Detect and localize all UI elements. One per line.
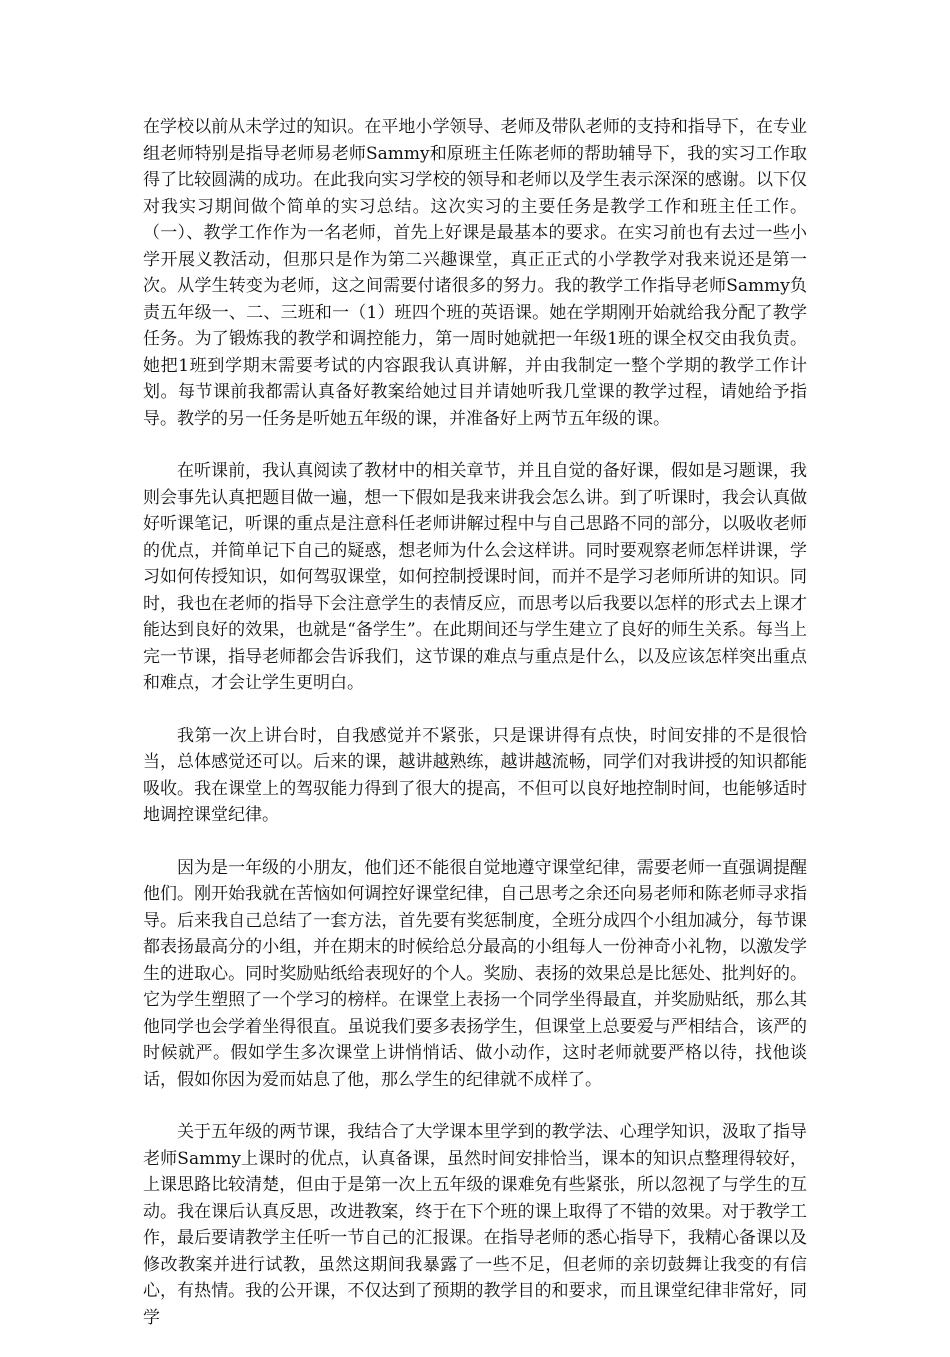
- paragraph-2: 在听课前，我认真阅读了教材中的相关章节，并且自觉的备好课，假如是习题课，我则会事先认真把题目做一遍，想一下假如是我来讲我会怎么讲。到了听课时，我会认真做好听课笔记，听课的重点是注意科任老师讲解过程中与自己思路不同的部分，以吸收老师的优点，并简单记下自己的疑惑，想老师为什么会这样讲。同时要观察老师怎样讲课，学习如何传授知识，如何驾驭课堂，如何控制授课时间，而并不是学习老师所讲的知识。同时，我也在老师的指导下会注意学生的表情反应，而思考以后我要以怎样的形式去上课才能达到良好的效果，也就是“备学生”。在此期间还与学生建立了良好的师生关系。每当上完一节课，指导老师都会告诉我们，这节课的难点与重点是什么，以及应该怎样突出重点和难点，才会让学生更明白。: [143, 461, 807, 693]
- document-body: [143, 114, 807, 1357]
- paragraph-5: 关于五年级的两节课，我结合了大学课本里学到的教学法、心理学知识，汲取了指导老师Sammy上课时的优点，认真备课，虽然时间安排恰当，课本的知识点整理得较好，上课思路比较清楚，但由于是第一次上五年级的课难免有些紧张，所以忽视了与学生的互动。我在课后认真反思，改进教案，终于在下个班的课上取得了不错的效果。对于教学工作，最后要请教学主任听一节自己的汇报课。在指导老师的悉心指导下，我精心备课以及修改教案并进行试教，虽然这期间我暴露了一些不足，但老师的亲切鼓舞让我变的有信心，有热情。我的公开课，不仅达到了预期的教学目的和要求，而且课堂纪律非常好，同学: [143, 1122, 807, 1328]
- paragraph-4: 因为是一年级的小朋友，他们还不能很自觉地遵守课堂纪律，需要老师一直强调提醒他们。刚开始我就在苦恼如何调控好课堂纪律，自己思考之余还向易老师和陈老师寻求指导。后来我自己总结了一套方法，首先要有奖惩制度，全班分成四个小组加减分，每节课都表扬最高分的小组，并在期末的时候给总分最高的小组每人一份神奇小礼物，以激发学生的进取心。同时奖励贴纸给表现好的个人。奖励、表扬的效果总是比惩处、批判好的。它为学生塑照了一个学习的榜样。在课堂上表扬一个同学坐得最直，并奖励贴纸，那么其他同学也会学着坐得很直。虽说我们要多表扬学生，但课堂上总要爱与严相结合，该严的时候就严。假如学生多次课堂上讲悄悄话、做小动作，这时老师就要严格以待，找他谈话，假如你因为爱而姑息了他，那么学生的纪律就不成样了。: [143, 857, 807, 1090]
- paragraph-3: 我第一次上讲台时，自我感觉并不紧张，只是课讲得有点快，时间安排的不是很恰当，总体感觉还可以。后来的课，越讲越熟练，越讲越流畅，同学们对我讲授的知识都能吸收。我在课堂上的驾驭能力得到了很大的提高，不但可以良好地控制时间，也能够适时地调控课堂纪律。: [143, 725, 807, 825]
- paragraph-1: 在学校以前从未学过的知识。在平地小学领导、老师及带队老师的支持和指导下，在专业组老师特别是指导老师易老师Sammy和原班主任陈老师的帮助辅导下，我的实习工作取得了比较圆满的成功。在此我向实习学校的领导和老师以及学生表示深深的感谢。以下仅对我实习期间做个简单的实习总结。这次实习的主要任务是教学工作和班主任工作。（一）、教学工作作为一名老师，首先上好课是最基本的要求。在实习前也有去过一些小学开展义教活动，但那只是作为第二兴趣课堂，真正正式的小学教学对我来说还是第一次。从学生转变为老师，这之间需要付诸很多的努力。我的教学工作指导老师Sammy负责五年级一、二、三班和一（1）班四个班的英语课。她在学期刚开始就给我分配了教学任务。为了锻炼我的教学和调控能力，第一周时她就把一年级1班的课全权交由我负责。她把1班到学期末需要考试的内容跟我认真讲解，并由我制定一整个学期的教学工作计划。每节课前我都需认真备好教案给她过目并请她听我几堂课的教学过程，请她给予指导。教学的另一任务是听她五年级的课，并准备好上两节五年级的课。: [143, 117, 807, 429]
